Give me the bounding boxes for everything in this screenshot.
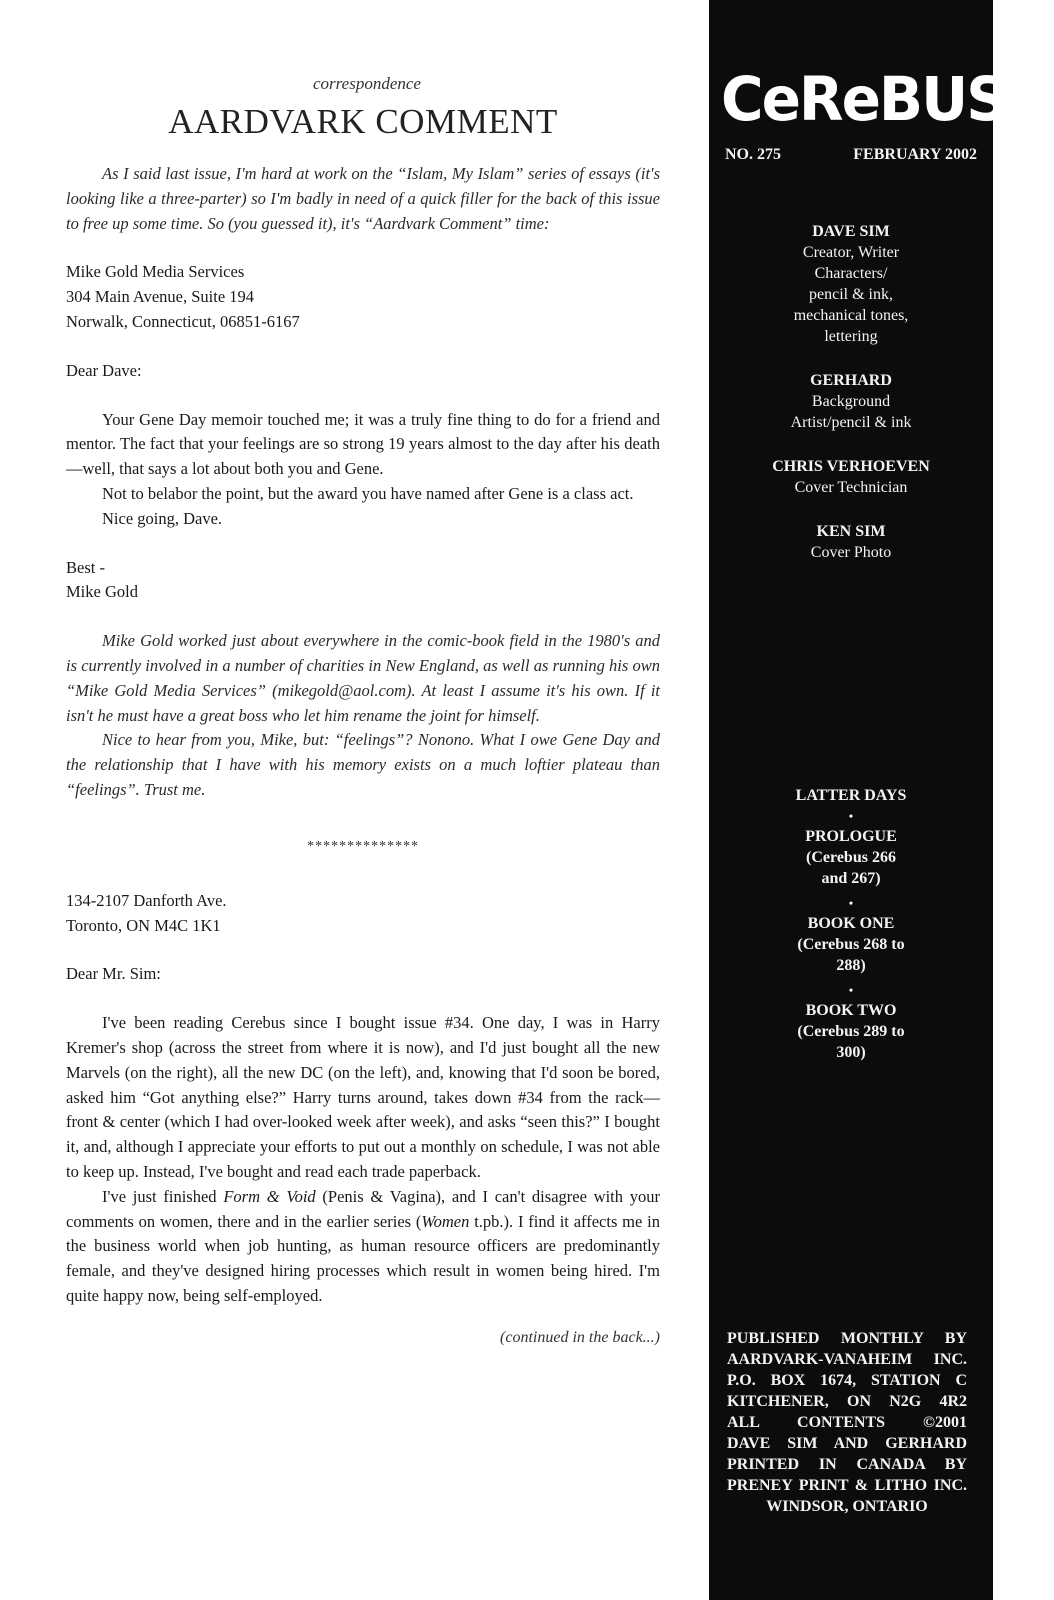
issue-info [725,146,977,164]
credit-entry [709,221,993,347]
credit-name: GERHARD [810,372,892,389]
credit-name: KEN SIM [816,523,886,540]
issue-date: FEBRUARY 2002 [853,146,977,163]
letter2-salutation: Dear Mr. Sim: [66,964,161,984]
letter1-body [66,408,660,532]
credit-role: Creator, Writer [802,244,900,261]
letter-paragraph: Your Gene Day memoir touched me; it was a truly fine thing to do for a friend and mentor. The fact that your feelings are so strong 19 years almost to the day after his death—well, that says a lot about both you and Gene. [66,409,660,479]
credit-name: DAVE SIM [812,223,890,240]
publisher-line: PRENEY PRINT & LITHO INC. [727,1477,967,1494]
reply1 [66,629,660,803]
credit-role: Background [811,393,891,410]
section-label: correspondence [313,74,421,93]
letter2-body [66,1011,660,1309]
signature: Mike Gold [66,582,138,602]
address-line: Norwalk, Connecticut, 06851-6167 [66,311,300,331]
publisher-info [727,1328,967,1517]
letters-column [66,74,660,1347]
letter-paragraph: I've been reading Cerebus since I bought issue #34. One day, I was in Harry Kremer's shop (across the street from where it is now), and I'd just bought all the new Marvels (on the right), all the new DC (on the left), and, knowing that I'd soon be bored, asked him “Got anything else?” Harry turns around, takes down #34 from the rack— front & center (which I had over-looked week after week), and asks “seen this?” I bought it, and, although I appreciate your efforts to put out a monthly on schedule, I was not able to keep up. Instead, I've bought and read each trade paperback. [66,1013,660,1181]
address-line: Mike Gold Media Services [66,262,245,282]
publisher-line: WINDSOR, ONTARIO [766,1498,928,1515]
credit-role: Cover Technician [794,479,908,496]
address-line: 304 Main Avenue, Suite 194 [66,287,255,307]
bullet-icon: • [848,983,854,997]
credit-role: lettering [824,328,878,345]
credit-role: Characters/ [814,265,888,282]
letter-paragraph: Nice going, Dave. [102,508,223,528]
issue-number: NO. 275 [725,146,781,163]
story-part: BOOK TWO (Cerebus 289 to 300) [797,1002,905,1061]
publisher-line: DAVE SIM AND GERHARD [727,1435,967,1452]
publisher-line: PRINTED IN CANADA BY [727,1456,967,1473]
publisher-line: PUBLISHED MONTHLY BY [727,1330,967,1347]
publisher-line: AARDVARK-VANAHEIM INC. [727,1351,967,1368]
story-part: PROLOGUE (Cerebus 266 and 267) [805,828,897,887]
publisher-line: KITCHENER, ON N2G 4R2 [727,1393,967,1410]
letter1-address [66,260,660,334]
publisher-line: ALL CONTENTS ©2001 [727,1414,967,1431]
intro-paragraph: As I said last issue, I'm hard at work on the “Islam, My Islam” series of essays (it's looking like a three-parter) so I'm badly in need of a quick filler for the back of this issue to free up some time. So (you guessed it), it's “Aardvark Comment” time: [66,164,660,233]
bullet-icon: • [848,896,854,910]
closing: Best - [66,557,105,577]
continued-note: (continued in the back...) [500,1328,660,1346]
credit-entry [709,370,993,433]
credit-entry [709,456,993,498]
credit-role: mechanical tones, [793,307,909,324]
bullet-icon: • [848,809,854,823]
letter1-salutation: Dear Dave: [66,360,142,380]
letter-paragraph: Not to belabor the point, but the award you have named after Gene is a class act. [102,483,634,503]
cerebus-logo: CeReBUS [721,63,1006,135]
reply-paragraph: Nice to hear from you, Mike, but: “feelings”? Nonono. What I owe Gene Day and the relationship that I have with his memory exists on a much loftier plateau than “feelings”. Trust me. [66,730,660,799]
book-title: Women [421,1211,470,1231]
letter-paragraph: I've just finished Form & Void (Penis & Vagina), and I can't disagree with your comments on women, there and in the earlier series (Women t.pb.). I find it affects me in the business world when job hunting, as human resource officers are predominantly female, and they've designed hiring processes which result in women being hired. I'm quite happy now, being self-employed. [66,1186,660,1305]
address-line: Toronto, ON M4C 1K1 [66,915,221,935]
letter2-address [66,889,660,939]
latter-days-heading: LATTER DAYS [795,787,907,804]
page-title: AARDVARK COMMENT [168,102,558,141]
credit-entry [709,521,993,563]
publisher-line: P.O. BOX 1674, STATION C [727,1372,967,1389]
separator: ************** [307,838,419,854]
letter1-signoff [66,556,660,606]
story-part: BOOK ONE (Cerebus 268 to 288) [797,915,905,974]
credit-role: Artist/pencil & ink [790,414,912,431]
credit-role: pencil & ink, [809,286,893,303]
credit-name: CHRIS VERHOEVEN [772,458,930,475]
address-line: 134-2107 Danforth Ave. [66,890,227,910]
credit-role: Cover Photo [810,544,892,561]
reply-paragraph: Mike Gold worked just about everywhere in the comic-book field in the 1980's and is currently involved in a number of charities in New England, as well as running his own “Mike Gold Media Services” (mikegold@aol.com). At least I assume it's his own. If it isn't he must have a great boss who let him rename the joint for himself. [66,631,660,725]
masthead-sidebar [709,0,1006,1600]
book-title: Form & Void [223,1186,316,1206]
latter-days-list [709,785,993,1067]
credits-list [709,221,993,586]
